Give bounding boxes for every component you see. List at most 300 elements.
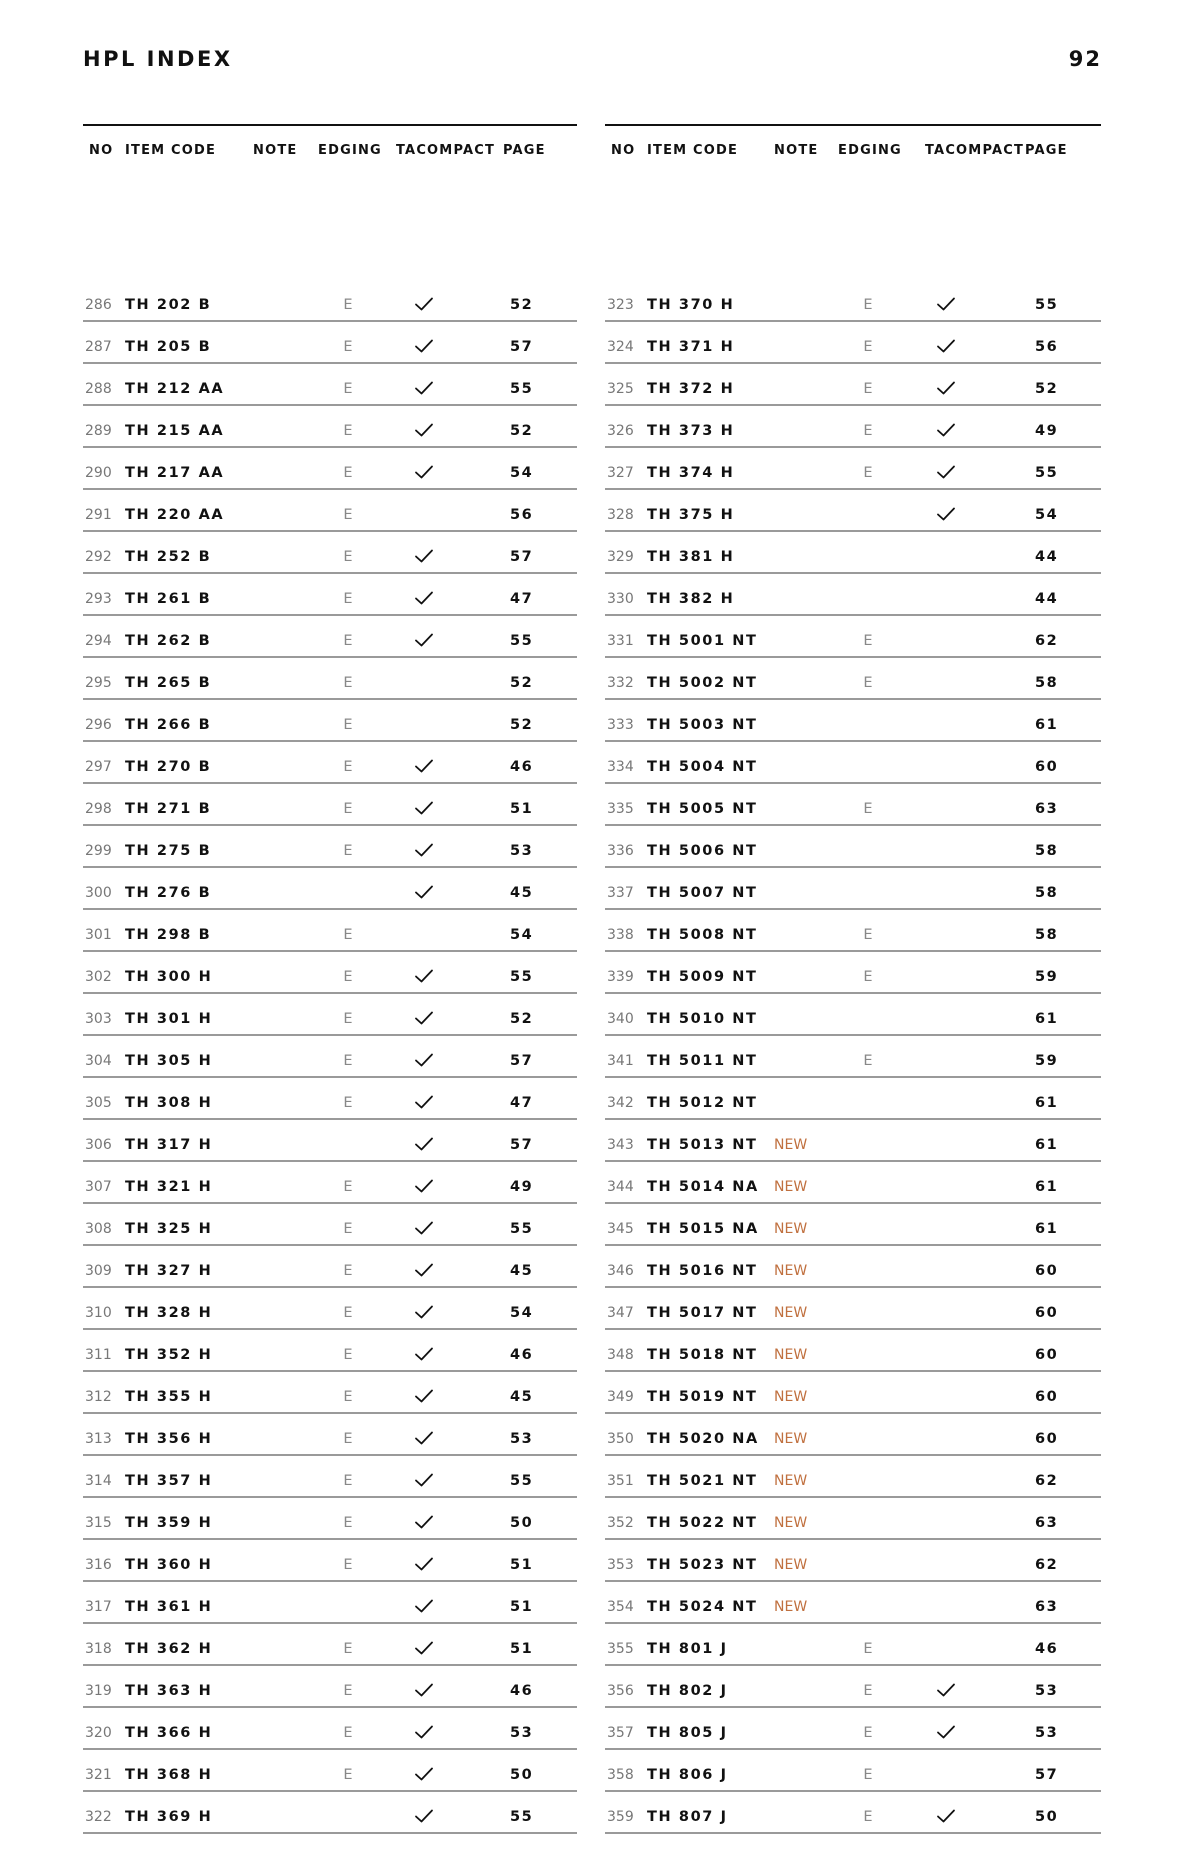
check-icon: [414, 842, 434, 858]
item-number: 317: [85, 1599, 112, 1615]
tacompact-cell: [412, 1051, 436, 1069]
item-number: 307: [85, 1179, 112, 1195]
page-ref: 53: [510, 1431, 534, 1447]
item-code: TH 363 H: [125, 1683, 213, 1699]
edging-mark: E: [863, 675, 873, 691]
column-header-item-code: ITEM CODE: [125, 143, 217, 158]
check-icon: [414, 1178, 434, 1194]
page-ref: 62: [1035, 1473, 1059, 1489]
page-ref: 50: [510, 1515, 534, 1531]
table-row: [605, 490, 1101, 532]
table-row: [83, 700, 577, 742]
item-code: TH 212 AA: [125, 381, 225, 397]
index-table-left: [83, 124, 577, 1834]
page-ref: 55: [1035, 297, 1059, 313]
page-ref: 54: [1035, 507, 1059, 523]
table-row: [83, 994, 577, 1036]
item-number: 351: [607, 1473, 634, 1489]
item-code: TH 5015 NA: [647, 1221, 759, 1237]
item-code: TH 5023 NT: [647, 1557, 758, 1573]
table-row: [605, 1120, 1101, 1162]
item-code: TH 5012 NT: [647, 1095, 758, 1111]
table-row: [83, 406, 577, 448]
item-code: TH 300 H: [125, 969, 213, 985]
item-code: TH 265 B: [125, 675, 212, 691]
item-code: TH 5009 NT: [647, 969, 758, 985]
item-number: 309: [85, 1263, 112, 1279]
item-code: TH 369 H: [125, 1809, 213, 1825]
check-icon: [414, 1052, 434, 1068]
check-icon: [414, 1388, 434, 1404]
table-row: [83, 658, 577, 700]
item-number: 343: [607, 1137, 634, 1153]
edging-mark: E: [343, 297, 353, 313]
page-ref: 63: [1035, 801, 1059, 817]
item-code: TH 5018 NT: [647, 1347, 758, 1363]
page-ref: 44: [1035, 549, 1059, 565]
tacompact-cell: [412, 841, 436, 859]
item-number: 333: [607, 717, 634, 733]
tacompact-cell: [412, 547, 436, 565]
check-icon: [414, 1682, 434, 1698]
page-ref: 56: [1035, 339, 1059, 355]
item-code: TH 275 B: [125, 843, 212, 859]
table-row: [605, 1498, 1101, 1540]
tacompact-cell: [412, 1135, 436, 1153]
edging-mark: E: [343, 1557, 353, 1573]
edging-mark: E: [343, 717, 353, 733]
table-row: [83, 868, 577, 910]
page-ref: 51: [510, 1557, 534, 1573]
note-badge: NEW: [774, 1263, 808, 1279]
tacompact-cell: [412, 1471, 436, 1489]
table-row: [605, 1246, 1101, 1288]
edging-mark: E: [343, 1179, 353, 1195]
tacompact-cell: [412, 1093, 436, 1111]
table-row: [83, 826, 577, 868]
table-row: [83, 952, 577, 994]
page-ref: 61: [1035, 1179, 1059, 1195]
table-row: [83, 574, 577, 616]
page-ref: 61: [1035, 717, 1059, 733]
tacompact-cell: [412, 967, 436, 985]
item-number: 355: [607, 1641, 634, 1657]
page-ref: 54: [510, 465, 534, 481]
edging-mark: E: [863, 1809, 873, 1825]
table-row: [605, 1162, 1101, 1204]
item-code: TH 325 H: [125, 1221, 213, 1237]
item-code: TH 359 H: [125, 1515, 213, 1531]
note-badge: NEW: [774, 1599, 808, 1615]
item-number: 292: [85, 549, 112, 565]
check-icon: [414, 1136, 434, 1152]
check-icon: [414, 1262, 434, 1278]
table-row: [83, 1330, 577, 1372]
table-row: [83, 1456, 577, 1498]
table-row: [83, 1624, 577, 1666]
item-number: 306: [85, 1137, 112, 1153]
item-code: TH 374 H: [647, 465, 735, 481]
item-code: TH 328 H: [125, 1305, 213, 1321]
table-row: [83, 1372, 577, 1414]
page-ref: 57: [510, 339, 534, 355]
edging-mark: E: [343, 675, 353, 691]
table-row: [83, 1288, 577, 1330]
item-code: TH 5019 NT: [647, 1389, 758, 1405]
item-code: TH 382 H: [647, 591, 735, 607]
column-header-note: NOTE: [253, 143, 298, 158]
tacompact-cell: [412, 1429, 436, 1447]
table-row: [605, 1204, 1101, 1246]
check-icon: [414, 1346, 434, 1362]
page-ref: 61: [1035, 1137, 1059, 1153]
table-row: [605, 1540, 1101, 1582]
item-number: 311: [85, 1347, 112, 1363]
edging-mark: E: [863, 1725, 873, 1741]
edging-mark: E: [863, 1053, 873, 1069]
edging-mark: E: [343, 1053, 353, 1069]
item-code: TH 5008 NT: [647, 927, 758, 943]
item-code: TH 5001 NT: [647, 633, 758, 649]
tacompact-cell: [412, 883, 436, 901]
item-code: TH 805 J: [647, 1725, 728, 1741]
tacompact-cell: [412, 379, 436, 397]
item-number: 350: [607, 1431, 634, 1447]
table-row: [83, 1582, 577, 1624]
page-ref: 51: [510, 801, 534, 817]
table-row: [605, 868, 1101, 910]
item-code: TH 5016 NT: [647, 1263, 758, 1279]
tacompact-cell: [412, 295, 436, 313]
item-code: TH 5014 NA: [647, 1179, 759, 1195]
page-ref: 60: [1035, 1431, 1059, 1447]
page-ref: 59: [1035, 969, 1059, 985]
page-ref: 54: [510, 1305, 534, 1321]
item-code: TH 5004 NT: [647, 759, 758, 775]
item-number: 293: [85, 591, 112, 607]
edging-mark: E: [863, 927, 873, 943]
table-row: [83, 742, 577, 784]
item-code: TH 317 H: [125, 1137, 213, 1153]
edging-mark: E: [343, 843, 353, 859]
check-icon: [414, 1472, 434, 1488]
item-code: TH 5006 NT: [647, 843, 758, 859]
page-ref: 53: [510, 1725, 534, 1741]
item-number: 323: [607, 297, 634, 313]
item-code: TH 381 H: [647, 549, 735, 565]
table-row: [605, 910, 1101, 952]
page-ref: 53: [1035, 1683, 1059, 1699]
item-number: 298: [85, 801, 112, 817]
table-row: [605, 952, 1101, 994]
tacompact-cell: [934, 1723, 958, 1741]
tacompact-cell: [412, 1261, 436, 1279]
table-row: [605, 1750, 1101, 1792]
table-row: [83, 1666, 577, 1708]
page-ref: 45: [510, 885, 534, 901]
tacompact-cell: [412, 1765, 436, 1783]
item-code: TH 801 J: [647, 1641, 728, 1657]
table-row: [605, 364, 1101, 406]
edging-mark: E: [343, 1641, 353, 1657]
page-ref: 58: [1035, 927, 1059, 943]
item-code: TH 217 AA: [125, 465, 225, 481]
note-badge: NEW: [774, 1305, 808, 1321]
edging-mark: E: [343, 1011, 353, 1027]
check-icon: [414, 800, 434, 816]
item-number: 318: [85, 1641, 112, 1657]
page-ref: 57: [510, 1137, 534, 1153]
item-number: 357: [607, 1725, 634, 1741]
check-icon: [414, 1724, 434, 1740]
table-row: [83, 1162, 577, 1204]
tacompact-cell: [412, 1177, 436, 1195]
page-ref: 62: [1035, 1557, 1059, 1573]
item-code: TH 215 AA: [125, 423, 225, 439]
check-icon: [414, 1640, 434, 1656]
page-ref: 53: [1035, 1725, 1059, 1741]
table-row: [605, 448, 1101, 490]
page-ref: 62: [1035, 633, 1059, 649]
check-icon: [414, 884, 434, 900]
page-ref: 47: [510, 1095, 534, 1111]
edging-mark: E: [343, 1683, 353, 1699]
item-number: 340: [607, 1011, 634, 1027]
table-row: [83, 1498, 577, 1540]
edging-mark: E: [343, 1221, 353, 1237]
item-number: 291: [85, 507, 112, 523]
page-ref: 45: [510, 1263, 534, 1279]
item-number: 286: [85, 297, 112, 313]
edging-mark: E: [343, 801, 353, 817]
check-icon: [414, 632, 434, 648]
item-code: TH 361 H: [125, 1599, 213, 1615]
check-icon: [414, 1514, 434, 1530]
column-header-no: NO: [611, 143, 636, 158]
tacompact-cell: [412, 1555, 436, 1573]
edging-mark: E: [343, 1347, 353, 1363]
tacompact-cell: [412, 757, 436, 775]
item-code: TH 5024 NT: [647, 1599, 758, 1615]
item-number: 289: [85, 423, 112, 439]
table-row: [605, 1078, 1101, 1120]
tacompact-cell: [934, 505, 958, 523]
item-number: 290: [85, 465, 112, 481]
table-row: [605, 1582, 1101, 1624]
item-code: TH 371 H: [647, 339, 735, 355]
page-ref: 51: [510, 1641, 534, 1657]
edging-mark: E: [343, 507, 353, 523]
table-row: [83, 1750, 577, 1792]
page-ref: 50: [1035, 1809, 1059, 1825]
note-badge: NEW: [774, 1347, 808, 1363]
note-badge: NEW: [774, 1179, 808, 1195]
item-code: TH 357 H: [125, 1473, 213, 1489]
edging-mark: E: [343, 549, 353, 565]
page-ref: 63: [1035, 1515, 1059, 1531]
edging-mark: E: [343, 1263, 353, 1279]
note-badge: NEW: [774, 1137, 808, 1153]
edging-mark: E: [863, 1767, 873, 1783]
table-row: [83, 1120, 577, 1162]
item-number: 312: [85, 1389, 112, 1405]
item-number: 308: [85, 1221, 112, 1237]
edging-mark: E: [863, 1683, 873, 1699]
column-header-page: PAGE: [503, 143, 546, 158]
check-icon: [936, 464, 956, 480]
table-row: [83, 1246, 577, 1288]
page-ref: 60: [1035, 759, 1059, 775]
check-icon: [414, 548, 434, 564]
item-code: TH 220 AA: [125, 507, 225, 523]
table-row: [605, 658, 1101, 700]
item-code: TH 802 J: [647, 1683, 728, 1699]
tacompact-cell: [412, 631, 436, 649]
page-ref: 55: [510, 633, 534, 649]
page-ref: 57: [1035, 1767, 1059, 1783]
page-ref: 46: [1035, 1641, 1059, 1657]
item-number: 359: [607, 1809, 634, 1825]
item-number: 297: [85, 759, 112, 775]
page-ref: 55: [510, 1473, 534, 1489]
item-code: TH 252 B: [125, 549, 212, 565]
item-number: 314: [85, 1473, 112, 1489]
edging-mark: E: [863, 423, 873, 439]
page-ref: 61: [1035, 1221, 1059, 1237]
item-number: 325: [607, 381, 634, 397]
check-icon: [414, 1304, 434, 1320]
item-number: 353: [607, 1557, 634, 1573]
tacompact-cell: [412, 1807, 436, 1825]
table-row: [83, 322, 577, 364]
page-ref: 60: [1035, 1389, 1059, 1405]
column-header-tacompact: TACOMPACT: [925, 143, 1025, 158]
item-code: TH 355 H: [125, 1389, 213, 1405]
item-number: 348: [607, 1347, 634, 1363]
item-number: 337: [607, 885, 634, 901]
tacompact-cell: [412, 799, 436, 817]
item-number: 329: [607, 549, 634, 565]
tacompact-cell: [412, 1387, 436, 1405]
check-icon: [414, 1430, 434, 1446]
page-ref: 49: [1035, 423, 1059, 439]
table-row: [605, 994, 1101, 1036]
item-number: 296: [85, 717, 112, 733]
column-header-tacompact: TACOMPACT: [396, 143, 496, 158]
item-code: TH 308 H: [125, 1095, 213, 1111]
item-code: TH 366 H: [125, 1725, 213, 1741]
check-icon: [414, 1010, 434, 1026]
page-ref: 50: [510, 1767, 534, 1783]
column-header-edging: EDGING: [838, 143, 902, 158]
table-row: [605, 1414, 1101, 1456]
edging-mark: E: [343, 927, 353, 943]
edging-mark: E: [343, 1473, 353, 1489]
page-ref: 56: [510, 507, 534, 523]
tacompact-cell: [412, 589, 436, 607]
item-code: TH 5007 NT: [647, 885, 758, 901]
tacompact-cell: [934, 337, 958, 355]
page-ref: 44: [1035, 591, 1059, 607]
item-number: 328: [607, 507, 634, 523]
edging-mark: E: [863, 339, 873, 355]
check-icon: [414, 1094, 434, 1110]
tacompact-cell: [412, 1597, 436, 1615]
item-code: TH 5005 NT: [647, 801, 758, 817]
item-code: TH 270 B: [125, 759, 212, 775]
item-code: TH 362 H: [125, 1641, 213, 1657]
check-icon: [414, 968, 434, 984]
page-ref: 57: [510, 549, 534, 565]
item-number: 330: [607, 591, 634, 607]
column-header-page: PAGE: [1025, 143, 1068, 158]
check-icon: [936, 1724, 956, 1740]
item-code: TH 5017 NT: [647, 1305, 758, 1321]
item-number: 299: [85, 843, 112, 859]
edging-mark: E: [343, 1767, 353, 1783]
edging-mark: E: [863, 633, 873, 649]
table-row: [83, 784, 577, 826]
table-row: [83, 1792, 577, 1834]
tacompact-cell: [412, 1219, 436, 1237]
item-number: 339: [607, 969, 634, 985]
tacompact-cell: [412, 1009, 436, 1027]
page-ref: 52: [510, 717, 534, 733]
table-row: [83, 616, 577, 658]
page-title: HPL INDEX: [83, 47, 233, 71]
table-row: [83, 364, 577, 406]
item-number: 326: [607, 423, 634, 439]
edging-mark: E: [863, 969, 873, 985]
item-number: 347: [607, 1305, 634, 1321]
check-icon: [936, 338, 956, 354]
item-code: TH 301 H: [125, 1011, 213, 1027]
item-number: 320: [85, 1725, 112, 1741]
table-row: [83, 1078, 577, 1120]
page-ref: 53: [510, 843, 534, 859]
edging-mark: E: [343, 633, 353, 649]
note-badge: NEW: [774, 1515, 808, 1531]
item-code: TH 321 H: [125, 1179, 213, 1195]
page-ref: 55: [510, 1809, 534, 1825]
tacompact-cell: [412, 1345, 436, 1363]
item-code: TH 368 H: [125, 1767, 213, 1783]
edging-mark: E: [343, 1725, 353, 1741]
page-ref: 52: [1035, 381, 1059, 397]
page-ref: 46: [510, 1683, 534, 1699]
page-ref: 52: [510, 675, 534, 691]
item-number: 332: [607, 675, 634, 691]
table-row: [605, 700, 1101, 742]
check-icon: [936, 296, 956, 312]
check-icon: [936, 422, 956, 438]
edging-mark: E: [343, 465, 353, 481]
item-code: TH 806 J: [647, 1767, 728, 1783]
edging-mark: E: [863, 465, 873, 481]
item-code: TH 375 H: [647, 507, 735, 523]
item-code: TH 5003 NT: [647, 717, 758, 733]
check-icon: [936, 506, 956, 522]
table-row: [605, 1372, 1101, 1414]
edging-mark: E: [863, 381, 873, 397]
check-icon: [414, 590, 434, 606]
edging-mark: E: [343, 1515, 353, 1531]
table-row: [83, 1414, 577, 1456]
table-row: [83, 490, 577, 532]
check-icon: [414, 1556, 434, 1572]
page-number: 92: [1068, 47, 1102, 71]
check-icon: [414, 380, 434, 396]
